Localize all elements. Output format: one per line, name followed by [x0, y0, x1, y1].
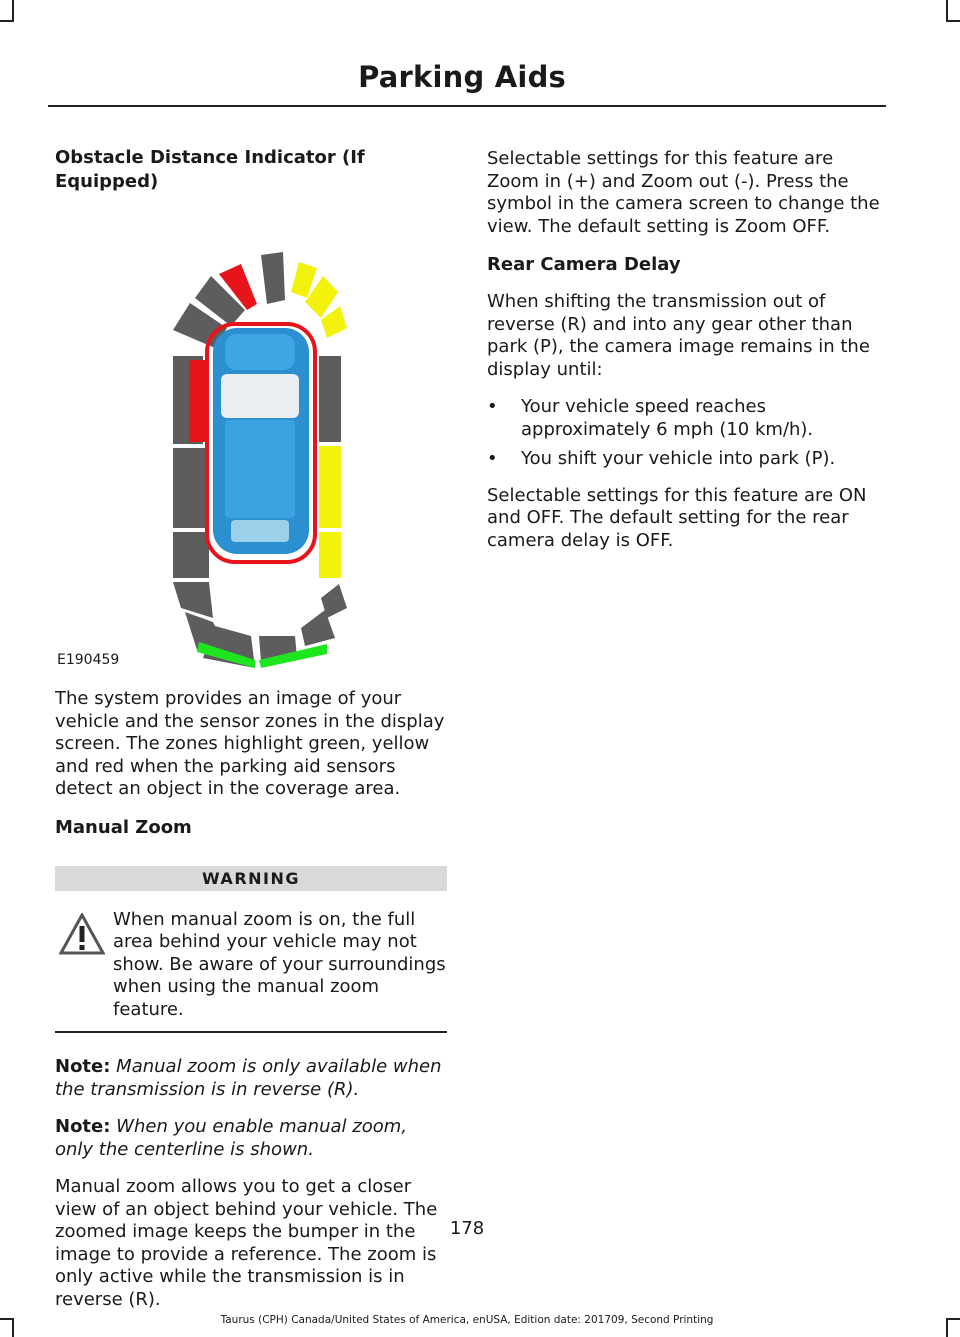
zone-front-center	[261, 252, 285, 304]
paragraph: Manual zoom allows you to get a closer view of an object behind your vehicle. The zoomed image keeps the bumper in the image to provide a reference. The zoom is only active while the transmission is in reverse (R).	[55, 1176, 438, 1310]
obstacle-distance-figure	[55, 198, 447, 678]
warning-box	[55, 866, 447, 1034]
car-roof	[225, 420, 295, 518]
crop-mark	[12, 0, 14, 22]
warning-rule	[55, 1031, 447, 1033]
note-label: Note:	[55, 1116, 111, 1137]
note-text: When you enable manual zoom, only the centerline is shown.	[55, 1116, 407, 1160]
car-rear-window	[231, 520, 289, 542]
zone-right-rear	[319, 532, 341, 578]
paragraph: Selectable settings for this feature are Zoom in (+) and Zoom out (-). Press the symbol in the camera screen to change the view. The default setting is Zoom OFF.	[487, 148, 880, 237]
left-column	[55, 140, 447, 1326]
list-item: • Your vehicle speed reaches approximately 6 mph (10 km/h).	[487, 396, 880, 441]
crop-mark	[946, 0, 948, 22]
figure-label: E190459	[57, 652, 120, 668]
page-title: Parking Aids	[358, 60, 566, 94]
section-heading-obstacle-distance: Obstacle Distance Indicator (If Equipped)	[55, 147, 365, 192]
crop-mark	[946, 20, 960, 22]
warning-title: WARNING	[55, 866, 447, 891]
paragraph: The system provides an image of your vehicle and the sensor zones in the display screen. The zones highlight green, yellow and red when the parking aid sensors detect an object in the coverage area.	[55, 688, 445, 799]
crop-mark	[946, 1318, 960, 1320]
car-windshield	[221, 374, 299, 418]
page-number: 178	[449, 1218, 485, 1239]
note	[55, 1116, 447, 1161]
list-item: • You shift your vehicle into park (P).	[487, 448, 880, 471]
right-column	[487, 140, 880, 567]
zone-left-rear	[173, 532, 209, 578]
zone-right-mid	[319, 446, 341, 528]
car-hood	[225, 334, 295, 370]
note	[55, 1056, 447, 1101]
bullet-list	[487, 396, 880, 471]
section-heading-rear-camera-delay: Rear Camera Delay	[487, 254, 681, 275]
zone-rear-left-corner	[173, 582, 213, 618]
crop-mark	[0, 20, 14, 22]
crop-mark	[946, 1318, 948, 1337]
warning-text: When manual zoom is on, the full area behind your vehicle may not show. Be aware of your surroundings when using the manual zoom feature.	[113, 908, 446, 1020]
paragraph: Selectable settings for this feature are ON and OFF. The default setting for the rear camera delay is OFF.	[487, 484, 867, 551]
note-label: Note:	[55, 1056, 111, 1077]
sensor-zone-diagram	[55, 198, 447, 678]
note-text: Manual zoom is only available when the transmission is in reverse (R).	[55, 1056, 442, 1100]
zone-left-mid	[173, 448, 209, 528]
paragraph: When shifting the transmission out of reverse (R) and into any gear other than park (P), the camera image remains in the display until:	[487, 291, 870, 380]
section-heading-manual-zoom: Manual Zoom	[55, 816, 192, 838]
header-rule	[48, 105, 886, 107]
warning-triangle-icon	[59, 913, 105, 955]
zone-right-front	[319, 356, 341, 442]
footer: Taurus (CPH) Canada/United States of America, enUSA, Edition date: 201709, Second Printing	[220, 1314, 714, 1326]
warning-body	[55, 891, 447, 1022]
